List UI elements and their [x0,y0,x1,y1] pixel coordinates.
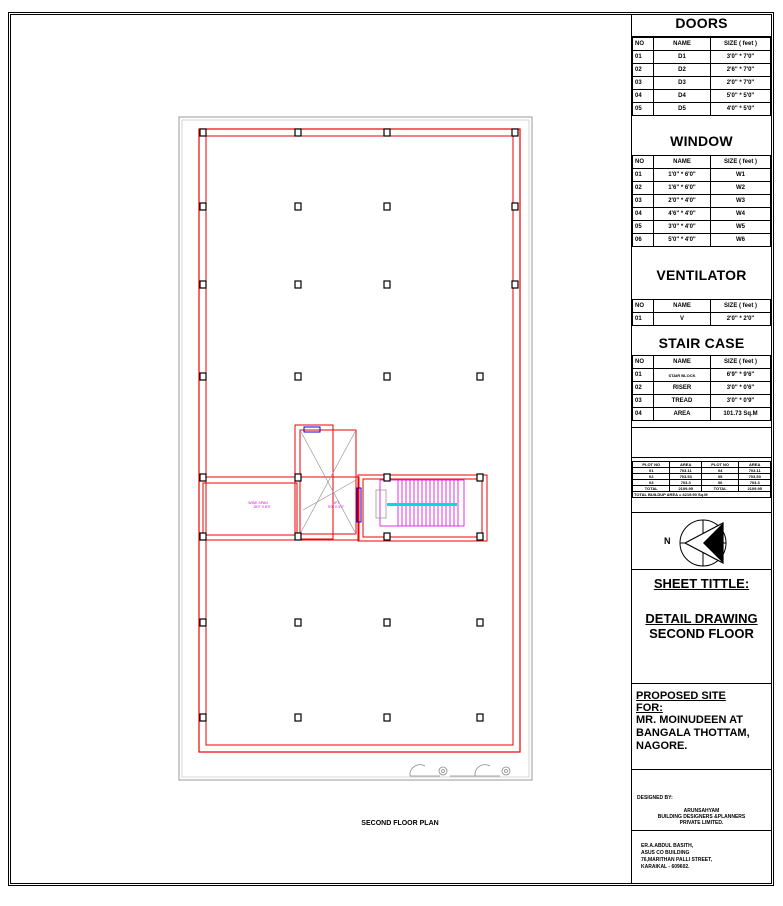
core-walls [199,425,487,541]
table-cell: 3'0" * 0'6" [711,382,771,395]
column [384,619,390,626]
table-cell: 2109.95 [670,486,701,492]
table-cell: 3'0" * 7'0" [711,51,771,64]
columns [200,129,518,721]
column [512,203,518,210]
table-row [633,195,771,208]
north-label: N [664,536,671,546]
divider [631,457,772,458]
table-cell: 01 [633,313,654,326]
table-cell: 02 [633,474,670,480]
table-cell: D2 [654,64,711,77]
table-row [633,182,771,195]
table-cell: 703.11 [739,468,771,474]
column [384,203,390,210]
column [477,474,483,481]
site-town: NAGORE. [636,740,688,752]
table-cell: 05 [633,221,654,234]
table-cell: W4 [711,208,771,221]
column [477,619,483,626]
header-cell: AREA [670,462,701,468]
lift-shaft [300,430,356,534]
doors-title: DOORS [675,15,728,31]
doors-table [632,37,771,116]
window-title: WINDOW [670,133,733,149]
table-cell: 05 [633,103,654,116]
column [384,474,390,481]
table-header-row [633,356,771,369]
table-cell: 703.53 [670,474,701,480]
proposed-site: PROPOSED SITE [636,690,726,702]
header-cell: NAME [654,300,711,313]
table-row [633,64,771,77]
table-cell: RISER [654,382,711,395]
table-row [633,234,771,247]
designer-company: BUILDING DESIGNERS &PLANNERS [657,814,746,820]
table-row [633,77,771,90]
table-cell: W6 [711,234,771,247]
table-cell: 02 [633,382,654,395]
column [295,474,301,481]
table-row [633,103,771,116]
table-cell: D1 [654,51,711,64]
staircase-table [632,355,771,421]
table-header-row [633,156,771,169]
table-cell: 2109.95 [739,486,771,492]
divider [631,769,772,770]
table-cell: 3'0" * 0'9" [711,395,771,408]
divider [631,427,772,428]
header-cell: NAME [654,356,711,369]
table-cell: 703.3 [670,480,701,486]
table-cell: 06 [701,480,738,486]
table-cell: W5 [711,221,771,234]
table-cell: 02 [633,64,654,77]
stair-handrail [387,503,457,506]
table-row [633,51,771,64]
table-cell: 06 [633,234,654,247]
room-size-wide-span: 15'0" X 8'0" [253,505,271,509]
table-cell: 2'6" * 7'0" [711,64,771,77]
table-row [633,313,771,326]
table-cell: W1 [711,169,771,182]
table-cell: 04 [701,468,738,474]
plan-caption: SECOND FLOOR PLAN [361,820,439,827]
table-row [633,208,771,221]
table-cell: 703.11 [670,468,701,474]
table-cell: 3'0" * 4'0" [654,221,711,234]
column [295,203,301,210]
divider [631,569,772,570]
table-cell: 01 [633,51,654,64]
address-line: 76,MARITHAN PALLI STREET, [641,857,713,863]
column [477,533,483,540]
column [384,129,390,136]
table-cell: TOTAL [633,486,670,492]
table-cell: 2'0" * 2'0" [711,313,771,326]
column [295,129,301,136]
table-cell: 1'0" * 6'0" [654,169,711,182]
column [200,281,206,288]
room-size-lift: 5'0" X 5'0" [328,505,344,509]
divider [631,830,772,831]
header-cell: NO [633,300,654,313]
column [512,129,518,136]
north-arrow [631,513,772,569]
outer-wall-outer [199,129,520,752]
ventilator-table [632,299,771,326]
table-row [633,382,771,395]
table-cell: 101.73 Sq.M [711,408,771,421]
table-cell: 2'0" * 7'0" [711,77,771,90]
column [295,373,301,380]
drawing-title: DETAIL DRAWING [645,611,758,626]
stair-landing [376,490,386,518]
column [200,203,206,210]
table-cell: 5'0" * 5'0" [711,90,771,103]
window-table [632,155,771,247]
table-header-row [633,38,771,51]
header-cell: NAME [654,156,711,169]
site-location: BANGALA THOTTAM, [636,727,750,739]
total-buildup-area: TOTAL BUILDUP AREA = 4219.90 Sq.M [633,492,771,498]
client-name: MR. MOINUDEEN AT [636,714,743,726]
column [200,129,206,136]
table-row [633,90,771,103]
column [384,281,390,288]
table-cell: 05 [701,474,738,480]
room-label-wide-span: WIDE SPAN [248,501,268,505]
table-cell: 703.53 [739,474,771,480]
table-cell: 03 [633,77,654,90]
table-row [633,408,771,421]
divider [631,683,772,684]
column [295,533,301,540]
header-cell: PLOT NO [633,462,670,468]
table-cell: TOTAL [701,486,738,492]
table-cell: 03 [633,480,670,486]
column [512,281,518,288]
drawing-subtitle: SECOND FLOOR [649,626,754,641]
staircase-title: STAIR CASE [658,335,745,351]
header-cell: SIZE ( feet ) [711,38,771,51]
column [295,619,301,626]
column [200,619,206,626]
table-cell: D5 [654,103,711,116]
header-cell: NO [633,356,654,369]
sheet-title: SHEET TITTLE: [653,576,750,591]
address-line: KARAIKAL - 609602. [641,864,690,870]
column [200,533,206,540]
table-cell: 04 [633,408,654,421]
table-cell: 703.3 [739,480,771,486]
column [384,533,390,540]
table-cell: 03 [633,195,654,208]
table-cell: 04 [633,90,654,103]
column [295,714,301,721]
table-cell: 1'6" * 6'0" [654,182,711,195]
column [200,474,206,481]
table-cell: D4 [654,90,711,103]
table-cell: 01 [633,369,654,382]
table-cell: 04 [633,208,654,221]
designed-by-label: DESIGNED BY: [637,795,673,801]
column [295,281,301,288]
table-row [633,395,771,408]
table-cell: TREAD [654,395,711,408]
table-cell: 4'0" * 5'0" [711,103,771,116]
header-cell: SIZE ( feet ) [711,156,771,169]
table-row [633,369,771,382]
table-cell: 01 [633,169,654,182]
header-cell: NO [633,38,654,51]
column [384,373,390,380]
table-row [633,221,771,234]
table-cell: D3 [654,77,711,90]
table-cell: 02 [633,182,654,195]
table-cell: V [654,313,711,326]
column [477,714,483,721]
column [384,714,390,721]
table-header-row [633,300,771,313]
area-table [632,461,771,498]
header-cell: PLOT NO [701,462,738,468]
outer-wall-inner [206,136,513,745]
column [477,373,483,380]
header-cell: NO [633,156,654,169]
header-cell: NAME [654,38,711,51]
table-cell: AREA [654,408,711,421]
gate-symbols [410,765,510,776]
table-cell: 4'6" * 4'0" [654,208,711,221]
table-cell: STAIR BLOCK [654,369,711,382]
ventilator-title: VENTILATOR [656,267,747,283]
table-cell: 2'0" * 4'0" [654,195,711,208]
header-cell: SIZE ( feet ) [711,356,771,369]
address-line: ASUS CO BUILDING [641,850,690,856]
table-cell: W3 [711,195,771,208]
room-label-lift: LIFT [332,501,340,505]
table-summary-row [633,492,771,498]
designer-company-suffix: PRIVATE LIMITED. [679,820,724,826]
table-cell: 5'0" * 4'0" [654,234,711,247]
designer-name: ARUNSAHYAM [683,808,720,814]
table-cell: 6'9" * 9'6" [711,369,771,382]
address-line: ER.A.ABDUL BASITH, [641,843,694,849]
table-cell: W2 [711,182,771,195]
column [200,373,206,380]
header-cell: AREA [739,462,771,468]
proposed-for: FOR: [636,702,663,714]
column [200,714,206,721]
table-cell: 03 [633,395,654,408]
table-row [633,169,771,182]
header-cell: SIZE ( feet ) [711,300,771,313]
table-cell: 01 [633,468,670,474]
